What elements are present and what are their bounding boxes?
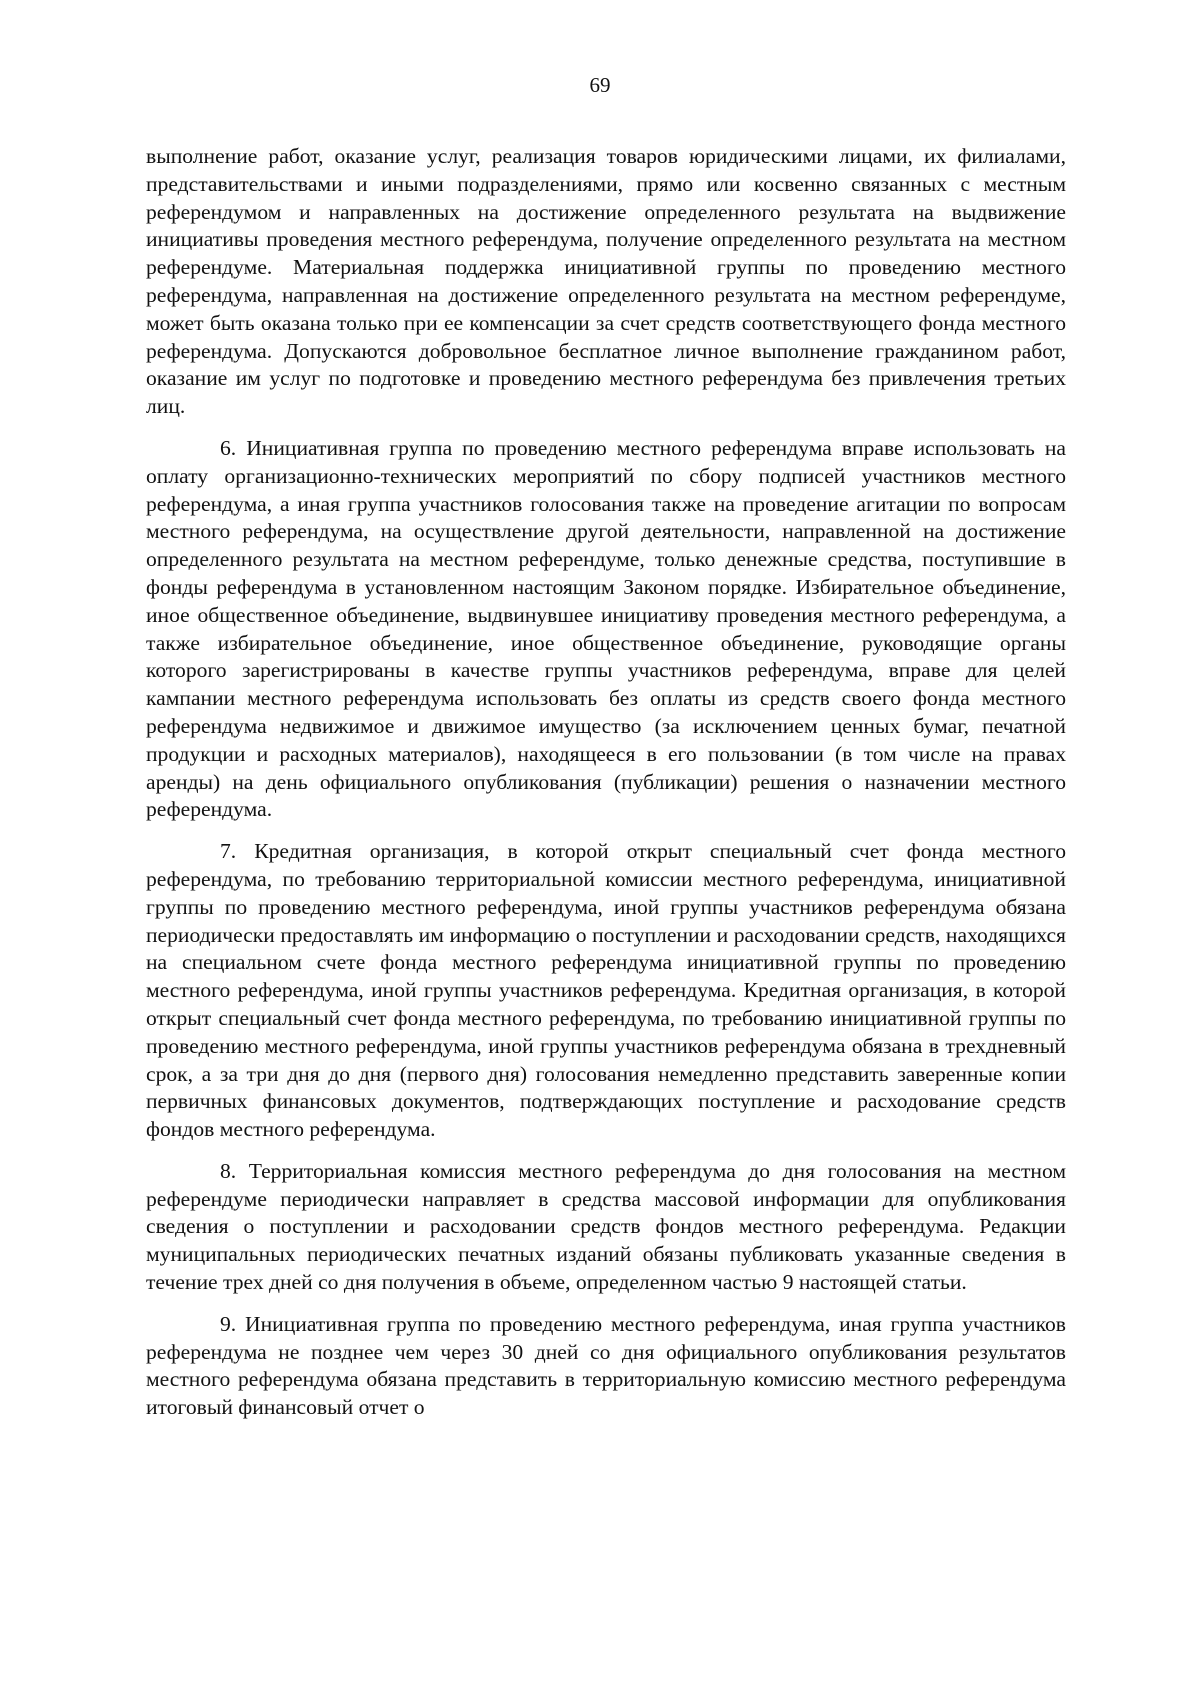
document-body — [146, 143, 1066, 1436]
page-number: 69 — [589, 73, 611, 97]
paragraph-7: 7. Кредитная организация, в которой открыт специальный счет фонда местного референдума, по требованию территориальной комиссии местного референдума, инициативной группы по проведению местного референдума, иной группы участников референдума обязана периодически предоставлять им информацию о поступлении и расходовании средств, находящихся на специальном счете фонда местного референдума инициативной группы по проведению местного референдума, иной группы участников референдума. Кредитная организация, в которой открыт специальный счет фонда местного референдума, по требованию инициативной группы по проведению местного референдума, иной группы участников референдума обязана в трехдневный срок, а за три дня до дня (первого дня) голосования немедленно представить заверенные копии первичных финансовых документов, подтверждающих поступление и расходование средств фондов местного референдума. — [146, 839, 1066, 1142]
paragraph-9: 9. Инициативная группа по проведению местного референдума, иная группа участников референдума не позднее чем через 30 дней со дня официального опубликования результатов местного референдума обязана представить в территориальную комиссию местного референдума итоговый финансовый отчет о — [146, 1311, 1066, 1420]
paragraph-continuation: выполнение работ, оказание услуг, реализация товаров юридическими лицами, их филиалами, представительствами и иными подразделениями, прямо или косвенно связанных с местным референдумом и направленных на достижение определенного результата на выдвижение инициативы проведения местного референдума, получение определенного результата на местном референдуме. Материальная поддержка инициативной группы по проведению местного референдума, направленная на достижение определенного результата на местном референдуме, может быть оказана только при ее компенсации за счет средств соответствующего фонда местного референдума. Допускаются добровольное бесплатное личное выполнение гражданином работ, оказание им услуг по подготовке и проведению местного референдума без привлечения третьих лиц. — [146, 144, 1066, 419]
paragraph-8: 8. Территориальная комиссия местного референдума до дня голосования на местном референдуме периодически направляет в средства массовой информации для опубликования сведения о поступлении и расходовании средств фондов местного референдума. Редакции муниципальных периодических печатных изданий обязаны публиковать указанные сведения в течение трех дней со дня получения в объеме, определенном частью 9 настоящей статьи. — [146, 1158, 1066, 1295]
paragraph-6: 6. Инициативная группа по проведению местного референдума вправе использовать на оплату организационно-технических мероприятий по сбору подписей участников местного референдума, а иная группа участников голосования также на проведение агитации по вопросам местного референдума, на осуществление другой деятельности, направленной на достижение определенного результата на местном референдуме, только денежные средства, поступившие в фонды референдума в установленном настоящим Законом порядке. Избирательное объединение, иное общественное объединение, выдвинувшее инициативу проведения местного референдума, а также избирательное объединение, иное общественное объединение, руководящие органы которого зарегистрированы в качестве группы участников референдума, вправе для целей кампании местного референдума использовать без оплаты из средств своего фонда местного референдума недвижимое и движимое имущество (за исключением ценных бумаг, печатной продукции и расходных материалов), находящееся в его пользовании (в том числе на правах аренды) на день официального опубликования (публикации) решения о назначении местного референдума. — [146, 435, 1066, 822]
